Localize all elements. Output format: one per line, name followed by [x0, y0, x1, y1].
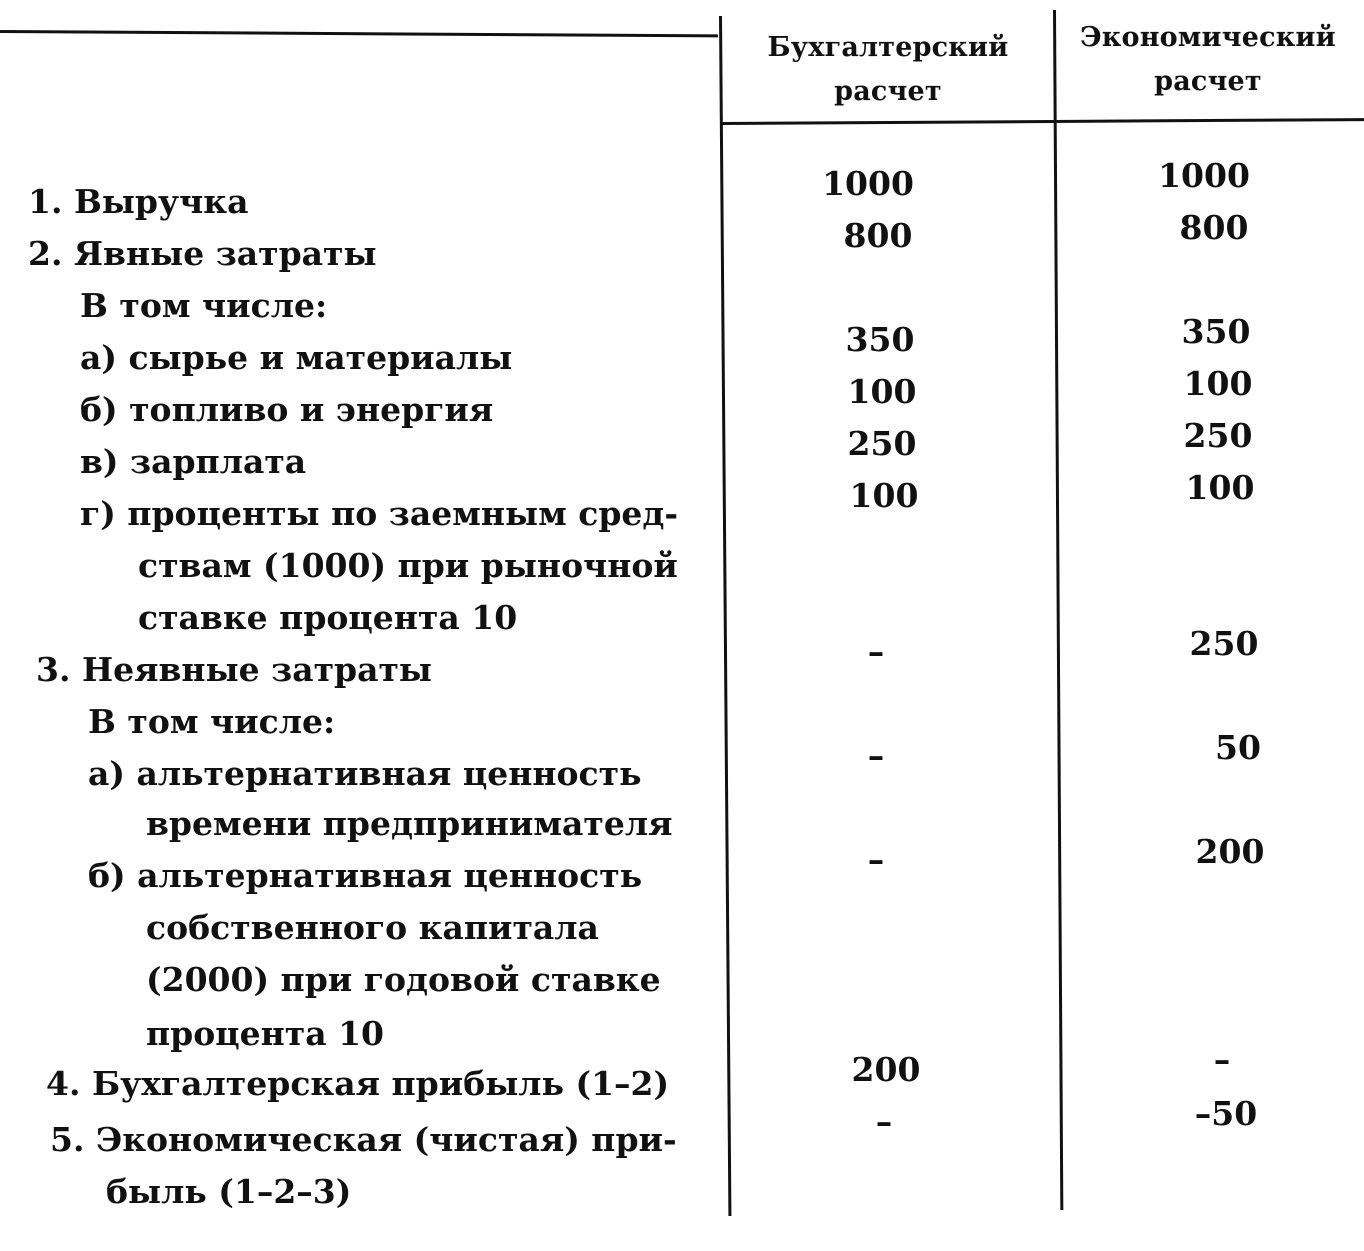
column-header-economic-line-2: расчет — [1154, 66, 1262, 97]
row-label-wages: в) зарплата — [80, 442, 307, 481]
accounting-value-own-capital: – — [867, 840, 885, 879]
economic-value-entrepreneur-time: 50 — [1215, 728, 1261, 767]
accounting-value-materials: 350 — [845, 320, 915, 359]
economic-value-revenue: 1000 — [1158, 156, 1250, 195]
row-label-economic-profit-line-2: быль (1–2–3) — [106, 1172, 352, 1211]
accounting-value-wages: 250 — [847, 424, 917, 463]
column-header-accounting-line-1: Бухгалтерский — [767, 32, 1009, 63]
accounting-value-explicit-costs: 800 — [843, 216, 913, 255]
header-bottom-rule — [722, 118, 1364, 125]
accounting-value-entrepreneur-time: – — [867, 736, 885, 775]
table-top-rule — [0, 30, 718, 37]
economic-value-materials: 350 — [1181, 312, 1251, 351]
economic-value-accounting-profit: – — [1213, 1040, 1231, 1079]
row-label-economic-profit-line-1: 5. Экономическая (чистая) при- — [50, 1120, 677, 1159]
row-label-interest-line-3: ставке процента 10 — [138, 598, 518, 637]
row-label-implicit-costs: 3. Неявные затраты — [36, 650, 433, 689]
accounting-value-economic-profit: – — [875, 1102, 893, 1141]
row-label-accounting-profit: 4. Бухгалтерская прибыль (1–2) — [46, 1064, 670, 1103]
row-label-revenue: 1. Выручка — [28, 182, 249, 221]
column-divider-accounting — [719, 16, 731, 1216]
row-label-fuel-energy: б) топливо и энергия — [80, 390, 494, 429]
column-header-accounting — [728, 26, 1048, 114]
economic-value-implicit-costs: 250 — [1189, 624, 1259, 663]
row-label-own-capital-line-2: собственного капитала — [146, 908, 599, 947]
column-divider-economic — [1053, 10, 1063, 1210]
accounting-value-revenue: 1000 — [822, 164, 914, 203]
accounting-value-implicit-costs: – — [867, 632, 885, 671]
row-label-entrepreneur-time-line-2: времени предпринимателя — [146, 804, 673, 843]
row-label-own-capital-line-3: (2000) при годовой ставке — [146, 960, 661, 999]
economic-value-fuel-energy: 100 — [1183, 364, 1253, 403]
row-label-own-capital-line-4: процента 10 — [146, 1014, 385, 1053]
row-label-own-capital-line-1: б) альтернативная ценность — [88, 856, 643, 895]
row-label-interest-line-2: ствам (1000) при рыночной — [138, 546, 678, 585]
accounting-value-fuel-energy: 100 — [847, 372, 917, 411]
economic-value-explicit-costs: 800 — [1179, 208, 1249, 247]
column-header-economic — [1058, 16, 1358, 104]
row-label-including-1: В том числе: — [80, 286, 328, 325]
economic-value-economic-profit: –50 — [1194, 1094, 1258, 1133]
economic-value-wages: 250 — [1183, 416, 1253, 455]
row-label-interest-line-1: г) проценты по заемным сред- — [80, 494, 679, 533]
economic-value-interest: 100 — [1185, 468, 1255, 507]
row-label-including-2: В том числе: — [88, 702, 336, 741]
accounting-value-accounting-profit: 200 — [851, 1050, 921, 1089]
row-label-explicit-costs: 2. Явные затраты — [28, 234, 377, 273]
row-label-materials: а) сырье и материалы — [80, 338, 513, 377]
accounting-value-interest: 100 — [849, 476, 919, 515]
row-label-entrepreneur-time-line-1: а) альтернативная ценность — [88, 754, 642, 793]
column-header-economic-line-1: Экономический — [1080, 22, 1336, 53]
column-header-accounting-line-2: расчет — [834, 76, 942, 107]
economic-value-own-capital: 200 — [1195, 832, 1265, 871]
